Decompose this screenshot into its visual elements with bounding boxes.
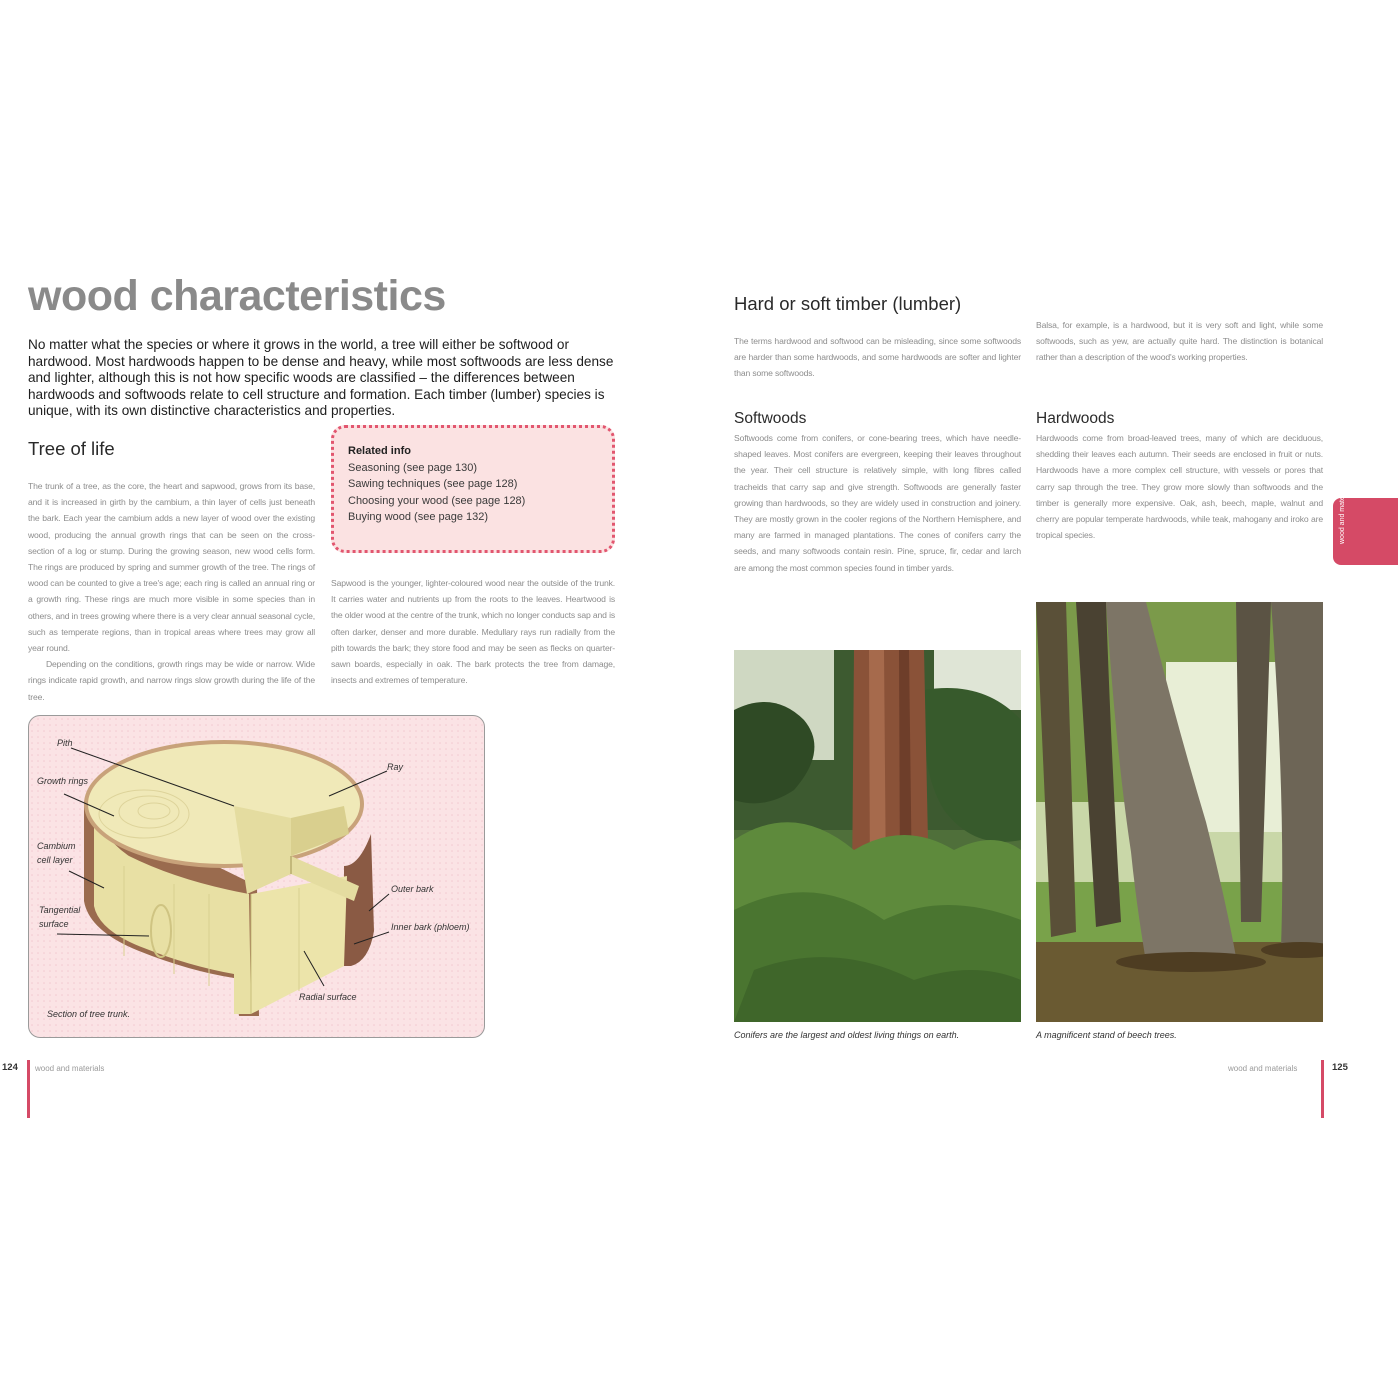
diagram-label-cambium: Cambium cell layer xyxy=(37,841,76,865)
hardwoods-heading: Hardwoods xyxy=(1036,410,1115,427)
diagram-label-ray: Ray xyxy=(387,762,404,772)
tree-of-life-column-1 xyxy=(28,478,315,705)
running-head-right: wood and materials xyxy=(1228,1064,1298,1073)
conifer-photo xyxy=(734,650,1021,1022)
hardwoods-text: Hardwoods come from broad-leaved trees, many of which are deciduous, shedding their leaves each autumn. Their seeds are enclosed in fruit or nuts. Hardwoods have a more complex cell structure, with vessels or pores that carry sap through the tree. They grow more slowly than softwoods and the timber is generally more expensive. Oak, ash, beech, maple, walnut and cherry are popular temperate hardwoods, while teak, mahogany and iroko are tropical species. xyxy=(1036,433,1323,541)
trunk-section-illustration xyxy=(29,716,485,1038)
diagram-label-tangential: Tangential surface xyxy=(39,905,81,929)
section-tab[interactable] xyxy=(1333,483,1398,565)
body-paragraph: Sapwood is the younger, lighter-coloured wood near the outside of the trunk. It carries water and nutrients up from the roots to the leaves. Heartwood is the older wood at the centre of the trunk, which no longer conducts sap and is often darker, denser and more durable. Medullary rays run radially from the pith towards the bark; they store food and may be seen as flecks on quarter-sawn boards, especially in oak. The bark protects the tree from damage, insects and extremes of temperature. xyxy=(331,578,615,686)
softwoods-text: Softwoods come from conifers, or cone-bearing trees, which have needle-shaped leaves. Most conifers are evergreen, keeping their leaves throughout the year. Their cell structure is relatively simple, with long fibres called tracheids that carry sap and give strength. Softwoods are generally faster growing than hardwoods, so they are widely used in construction and joinery. They are mostly grown in the cooler regions of the Northern Hemisphere, and many are farmed in managed plantations. The cones of conifers carry the seeds, and many softwoods contain resin. Pine, spruce, fir, cedar and larch are among the most common species found in timber yards. xyxy=(734,433,1021,573)
softwoods-heading: Softwoods xyxy=(734,410,807,427)
tree-trunk-diagram xyxy=(28,715,485,1038)
page-title: wood characteristics xyxy=(28,272,446,320)
related-info-item[interactable]: Sawing techniques (see page 128) xyxy=(348,478,518,491)
body-paragraph: Depending on the conditions, growth rings may be wide or narrow. Wide rings indicate rapid growth, and narrow rings slow growth during the life of the tree. xyxy=(28,659,315,702)
diagram-label-pith: Pith xyxy=(57,738,73,748)
right-intro-left: The terms hardwood and softwood can be misleading, since some softwoods are harder than some hardwoods, and some hardwoods are softer and lighter than some softwoods. xyxy=(734,336,1021,379)
running-head-left: wood and materials xyxy=(35,1064,105,1073)
beech-trees-photo xyxy=(1036,602,1323,1022)
conifer-photo-caption: Conifers are the largest and oldest living things on earth. xyxy=(734,1030,960,1040)
page-number-left: 124 xyxy=(2,1062,18,1073)
related-info-item[interactable]: Seasoning (see page 130) xyxy=(348,462,478,474)
body-paragraph: The trunk of a tree, as the core, the heart and sapwood, grows from its base, and it is increased in girth by the cambium, a thin layer of cells just beneath the bark. Each year the cambium adds a new layer of wood over the existing wood, producing the annual growth rings that can be seen on the cross-section of a log or stump. During the growing season, new wood cells form. The rings are produced by spring and summer growth of the tree. The rings of wood can be counted to give a tree's age; each ring is called an annual ring or a growth ring. These rings are much more visible in some species than in others, and in trees growing where there is a very clear annual seasonal cycle, such as temperate regions, than in tropical areas where trees may grow all year round. xyxy=(28,481,315,654)
diagram-label-radial: Radial surface xyxy=(299,992,357,1002)
diagram-caption: Section of tree trunk. xyxy=(47,1009,131,1019)
diagram-label-inner-bark: Inner bark (phloem) xyxy=(391,922,470,932)
section-heading-tree-of-life: Tree of life xyxy=(28,438,115,459)
footer-rule-left xyxy=(27,1060,30,1118)
related-info-box xyxy=(331,425,615,553)
related-info-item[interactable]: Choosing your wood (see page 128) xyxy=(348,494,526,507)
intro-paragraph: No matter what the species or where it grows in the world, a tree will either be softwood or hardwood. Most hardwoods happen to be dense and heavy, while most softwoods are less dense and lighter, although this is not how specific woods are classified – the differences between hardwoods and softwoods relate to cell structure and formation. Each timber (lumber) species is unique, with its own distinctive characteristics and properties. xyxy=(28,337,614,418)
tree-of-life-column-2 xyxy=(331,575,615,688)
page-number-right: 125 xyxy=(1332,1062,1348,1073)
right-page-heading: Hard or soft timber (lumber) xyxy=(734,293,962,314)
section-tab-label: wood and materials xyxy=(1339,483,1346,544)
diagram-label-growth-rings: Growth rings xyxy=(37,776,89,786)
right-intro-right: Balsa, for example, is a hardwood, but it is very soft and light, while some softwoods, such as yew, are actually quite hard. The distinction is botanical rather than a description of the wood's working properties. xyxy=(1036,320,1323,363)
footer-rule-right xyxy=(1321,1060,1324,1118)
diagram-label-outer-bark: Outer bark xyxy=(391,884,434,894)
beech-photo-caption: A magnificent stand of beech trees. xyxy=(1036,1030,1177,1040)
related-info-heading: Related info xyxy=(348,445,411,457)
related-info-item[interactable]: Buying wood (see page 132) xyxy=(348,510,489,523)
